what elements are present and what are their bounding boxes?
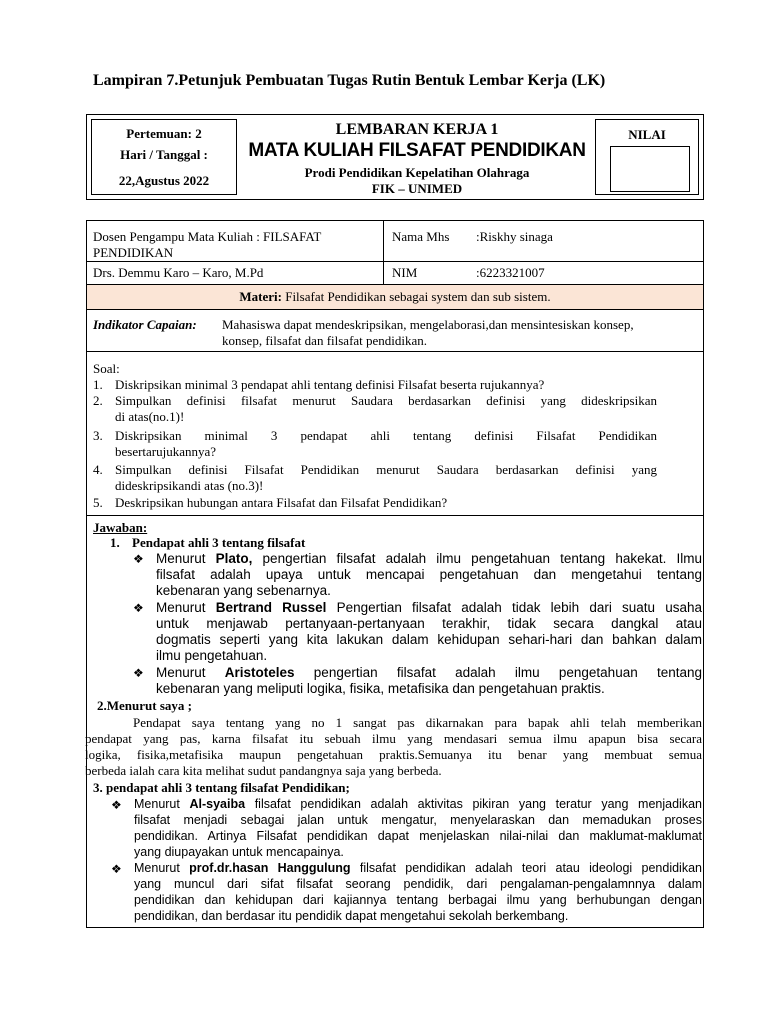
dosen-name: Drs. Demmu Karo – Karo, M.Pd <box>93 265 264 280</box>
materi-row <box>87 285 703 310</box>
info-row-2 <box>87 262 703 285</box>
hanggulung-line-4: pendidikan, dan berdasar itu pendidik dapat mengetahui sekolah berkembang. <box>134 909 569 923</box>
soal-item-4-cont: dideskripsikandi atas (no.3)! <box>115 478 264 493</box>
dosen-label-cont: PENDIDIKAN <box>93 245 174 260</box>
indikator-line-2: konsep, filsafat dan filsafat pendidikan. <box>222 333 428 348</box>
alsyaiba-line-3: pendidikan. Artinya Filsafat pendidikan dapat menjelaskan nilai-nilai dan maklumat-maklumat <box>134 829 702 843</box>
soal-row <box>87 352 703 516</box>
header-box <box>86 114 704 200</box>
hanggulung-line-1: Menurut prof.dr.hasan Hanggulung filsafat pendidikan adalah teori atau ideologi pendidikan <box>134 861 702 875</box>
soal-item-2-cont: di atas(no.1)! <box>115 409 185 424</box>
soal-num-2: 2. <box>93 393 103 408</box>
diamond-bullet-icon: ❖ <box>133 601 144 615</box>
prodi-text: Prodi Pendidikan Kepelatihan Olahraga <box>304 165 530 180</box>
soal-item-2: Simpulkan definisi filsafat menurut Saudara berdasarkan definisi yang dideskripsikan <box>115 393 657 408</box>
aristoteles-line-1: Menurut Aristoteles pengertian filsafat adalah ilmu pengetahuan tentang <box>156 665 702 680</box>
plato-line-1: Menurut Plato, pengertian filsafat adalah ilmu pengetahuan tentang hakekat. Ilmu <box>156 551 702 566</box>
diamond-bullet-icon: ❖ <box>111 862 122 876</box>
nilai-score-box[interactable] <box>610 146 690 192</box>
plato-line-2: filsafat adalah upaya untuk mencapai pengetahuan dan mengetahui tentang <box>156 567 702 582</box>
jawaban-row <box>87 516 703 927</box>
hanggulung-line-2: yang muncul dari sifat filsafat seorang pendidik, dari pengalaman-pengalamnnya dalam <box>134 877 702 891</box>
worksheet-title-cell <box>243 119 591 195</box>
pertemuan-text: Pertemuan: 2 <box>126 126 202 141</box>
nilai-label: NILAI <box>628 127 666 142</box>
fakultas-text: FIK – UNIMED <box>371 181 463 196</box>
alsyaiba-line-1: Menurut Al-syaiba filsafat pendidikan adalah aktivitas pikiran yang teratur yang menjadikan <box>134 797 702 811</box>
indikator-row <box>87 310 703 352</box>
soal-label: Soal: <box>93 361 120 376</box>
opinion-line-2: pendapat yang pas, karna filsafat itu sebuah ilmu yang mendasari semua ilmu apapun bisa secara <box>85 731 702 746</box>
soal-item-3: Diskripsikan minimal 3 pendapat ahli tentang definisi Filsafat Pendidikan <box>115 428 657 443</box>
nim-value: :6223321007 <box>476 265 545 280</box>
info-row-1 <box>87 221 703 262</box>
nama-label: Nama Mhs <box>392 229 450 244</box>
soal-item-3-cont: besertarujukannya? <box>115 444 217 459</box>
diamond-bullet-icon: ❖ <box>133 666 144 680</box>
soal-item-1: Diskripsikan minimal 3 pendapat ahli tentang definisi Filsafat beserta rujukannya? <box>115 377 545 392</box>
nama-value: :Riskhy sinaga <box>476 229 553 244</box>
hanggulung-line-3: pendidikan dan kehidupan dari kajiannya tentang berbagai ilmu yang berhubungan dengan <box>134 893 702 907</box>
diamond-bullet-icon: ❖ <box>111 798 122 812</box>
dosen-label: Dosen Pengampu Mata Kuliah : FILSAFAT <box>93 229 322 244</box>
materi-label: Materi: <box>239 289 282 304</box>
russel-line-1: Menurut Bertrand Russel Pengertian filsafat adalah tidak lebih dari suatu usaha <box>156 600 702 615</box>
indikator-label: Indikator Capaian: <box>93 317 197 332</box>
soal-num-3: 3. <box>93 428 103 443</box>
alsyaiba-line-4: yang diupayakan untuk mencapainya. <box>134 845 344 859</box>
opinion-line-1: Pendapat saya tentang yang no 1 sangat pas dikarnakan para bapak ahli telah memberikan <box>133 715 702 730</box>
soal-num-1: 1. <box>93 377 103 392</box>
opinion-line-3: logika, fisika,metafisika maupun pengetahuan praktis.Semuanya itu benar yang membuat semua <box>85 747 702 762</box>
soal-num-5: 5. <box>93 495 103 510</box>
alsyaiba-line-2: filsafat menjadi sebagai jalan untuk mengatur, menyelaraskan dan memadukan proses <box>134 813 702 827</box>
soal-item-5: Deskripsikan hubungan antara Filsafat dan Filsafat Pendidikan? <box>115 495 448 510</box>
aristoteles-line-2: kebenaran yang meliputi logika, fisika, metafisika dan pengetahuan praktis. <box>156 681 605 696</box>
worksheet-body <box>86 220 704 928</box>
nim-label: NIM <box>392 265 418 280</box>
russel-line-2: untuk menjawab pertanyaan-pertanyaan terakhir, tidak secara dangkal atau <box>156 616 702 631</box>
indikator-line-1: Mahasiswa dapat mendeskripsikan, mengelaborasi,dan mensintesiskan konsep, <box>222 317 634 332</box>
hari-tanggal-label: Hari / Tanggal : <box>120 147 208 162</box>
diamond-bullet-icon: ❖ <box>133 552 144 566</box>
russel-line-3: dogmatis seperti yang kita lakukan dalam kehidupan sehari-hari dan bahkan dalam <box>156 632 702 647</box>
jawaban-label: Jawaban: <box>93 520 148 535</box>
tanggal-text: 22,Agustus 2022 <box>118 173 210 188</box>
section-1-num: 1. <box>110 535 120 550</box>
plato-line-3: kebenaran yang sebenarnya. <box>156 583 331 598</box>
page-title: Lampiran 7.Petunjuk Pembuatan Tugas Rutin Bentuk Lembar Kerja (LK) <box>93 72 606 89</box>
nilai-cell <box>595 119 699 195</box>
section-3-title: 3. pendapat ahli 3 tentang filsafat Pendidikan; <box>93 780 350 795</box>
soal-item-4: Simpulkan definisi Filsafat Pendidikan menurut Saudara berdasarkan definisi yang <box>115 462 657 477</box>
soal-num-4: 4. <box>93 462 103 477</box>
lembaran-kerja-title: LEMBARAN KERJA 1 <box>335 121 499 138</box>
russel-line-4: ilmu pengetahuan. <box>156 648 268 663</box>
opinion-line-4: berbeda ialah cara kita melihat sudut pandangnya saja yang berbeda. <box>85 763 442 778</box>
section-2-title: 2.Menurut saya ; <box>97 698 192 713</box>
materi-text: Filsafat Pendidikan sebagai system dan sub sistem. <box>285 289 551 304</box>
mata-kuliah-title: MATA KULIAH FILSAFAT PENDIDIKAN <box>248 140 586 161</box>
meeting-info-cell <box>91 119 237 195</box>
section-1-title: Pendapat ahli 3 tentang filsafat <box>132 535 306 550</box>
